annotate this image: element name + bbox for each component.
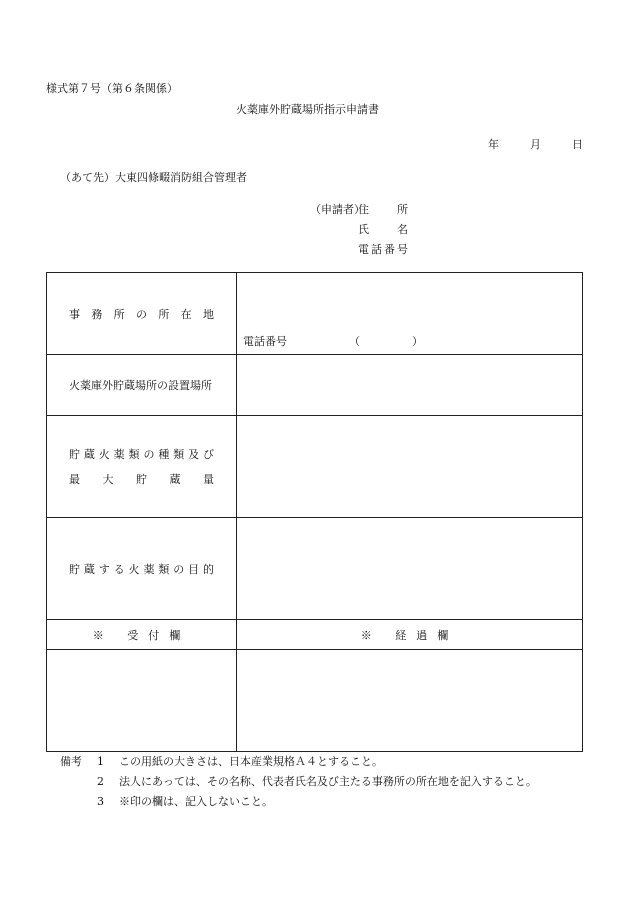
explosive-kind-label-cell bbox=[47, 416, 237, 518]
storage-place-label: 火薬庫外貯蔵場所の設置場所 bbox=[69, 379, 212, 392]
note-text: この用紙の大きさは、日本産業規格Ａ４とすること。 bbox=[119, 755, 383, 768]
applicant-prefix: （申請者） bbox=[310, 203, 365, 216]
note-item bbox=[60, 796, 537, 807]
note-number: 1 bbox=[97, 755, 104, 768]
application-table bbox=[46, 272, 583, 752]
table-row bbox=[47, 273, 583, 355]
office-location-field[interactable] bbox=[237, 273, 583, 355]
note-number: 3 bbox=[97, 795, 104, 808]
notes bbox=[60, 756, 537, 816]
office-phone-paren-close: ） bbox=[412, 335, 423, 348]
office-phone-paren-open: （ bbox=[349, 335, 360, 348]
note-text: ※印の欄は、記入しないこと。 bbox=[119, 795, 273, 808]
table-row bbox=[47, 650, 583, 752]
table-row bbox=[47, 620, 583, 650]
addressee: （あて先）大東四條畷消防組合管理者 bbox=[60, 171, 247, 184]
applicant-phone-label: 電話番号 bbox=[358, 243, 408, 256]
storage-place-label-cell bbox=[47, 355, 237, 416]
note-item bbox=[60, 776, 537, 787]
reception-field[interactable] bbox=[47, 650, 237, 752]
storage-place-field[interactable] bbox=[237, 355, 583, 416]
purpose-field[interactable] bbox=[237, 518, 583, 620]
reception-label: ※ 受付欄 bbox=[92, 628, 191, 642]
purpose-label-cell bbox=[47, 518, 237, 620]
applicant-name-row bbox=[310, 224, 408, 235]
purpose-label: 貯蔵する火薬類の目的 bbox=[69, 562, 214, 576]
table-row bbox=[47, 416, 583, 518]
date-day-label: 日 bbox=[572, 138, 583, 151]
page-title: 火薬庫外貯蔵場所指示申請書 bbox=[236, 103, 379, 116]
applicant-address-label: 住 所 bbox=[358, 203, 408, 216]
applicant-name-label: 氏 名 bbox=[358, 223, 408, 236]
table-row bbox=[47, 518, 583, 620]
applicant-address-row bbox=[310, 204, 408, 215]
explosive-kind-field[interactable] bbox=[237, 416, 583, 518]
form-id: 様式第７号（第６条関係） bbox=[46, 82, 178, 95]
progress-header-cell bbox=[237, 620, 583, 650]
explosive-kind-label-line1: 貯蔵火薬類の種類及び bbox=[69, 448, 214, 461]
applicant-phone-row bbox=[310, 244, 408, 255]
reception-header-cell bbox=[47, 620, 237, 650]
office-phone-line bbox=[237, 333, 582, 354]
note-item bbox=[60, 756, 537, 767]
office-phone-label: 電話番号 bbox=[243, 335, 287, 348]
note-text: 法人にあっては、その名称、代表者氏名及び主たる事務所の所在地を記入すること。 bbox=[119, 775, 537, 788]
date-month-label: 月 bbox=[530, 138, 541, 151]
progress-field[interactable] bbox=[237, 650, 583, 752]
office-location-label-cell bbox=[47, 273, 237, 355]
progress-label: ※ 経過欄 bbox=[360, 628, 459, 642]
explosive-kind-label-line2: 最大貯蔵量 bbox=[69, 473, 214, 486]
date-year-label: 年 bbox=[488, 138, 499, 151]
table-row bbox=[47, 355, 583, 416]
note-number: 2 bbox=[97, 775, 104, 788]
notes-heading: 備考 bbox=[60, 755, 82, 768]
date-row bbox=[488, 139, 583, 150]
applicant-block bbox=[310, 204, 408, 264]
office-location-label: 事務所の所在地 bbox=[69, 307, 214, 321]
